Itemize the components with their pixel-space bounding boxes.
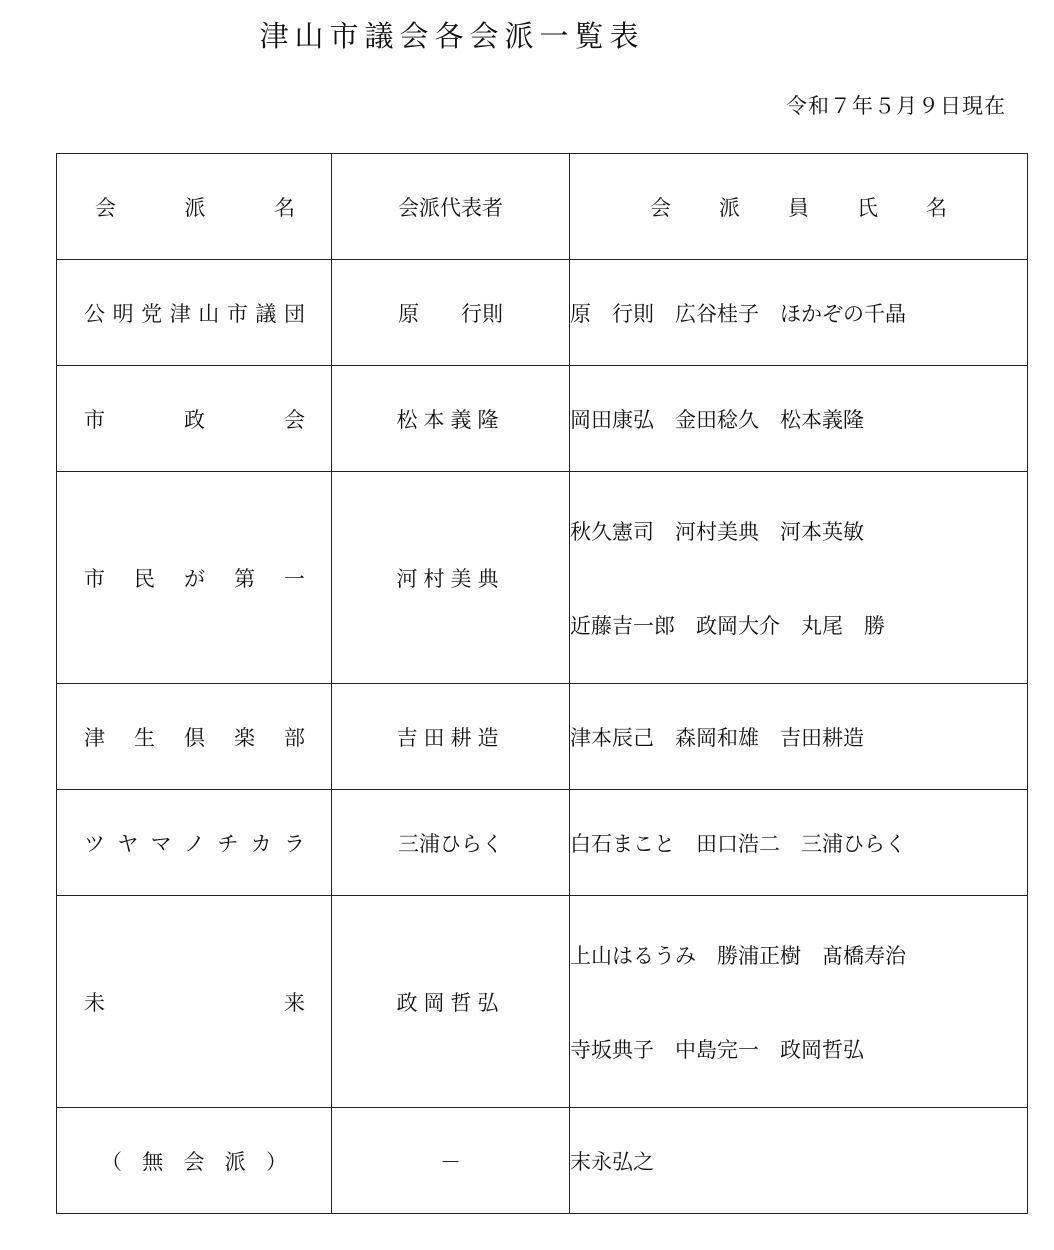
header-member-names: 会 派 員 氏 名	[570, 154, 1028, 260]
table-row	[57, 366, 1028, 472]
faction-name: 市 政 会	[57, 366, 332, 472]
faction-members: 原 行則 広谷桂子 ほかぞの千晶	[570, 260, 1028, 366]
faction-members: 上山はるうみ 勝浦正樹 髙橋寿治 寺坂典子 中島完一 政岡哲弘	[570, 896, 1028, 1108]
header-faction-name: 会 派 名	[57, 154, 332, 260]
faction-representative: 原 行則	[332, 260, 570, 366]
table-row	[57, 790, 1028, 896]
faction-name: 津 生 倶 楽 部	[57, 684, 332, 790]
table-row	[57, 896, 1028, 1108]
faction-name: 市 民 が 第 一	[57, 472, 332, 684]
header-representative: 会派代表者	[332, 154, 570, 260]
faction-name: （ 無 会 派 ）	[57, 1108, 332, 1214]
table-row	[57, 684, 1028, 790]
faction-name: ツ ヤ マ ノ チ カ ラ	[57, 790, 332, 896]
table-row	[57, 1108, 1028, 1214]
faction-table	[56, 153, 1028, 1214]
document-title: 津山市議会各会派一覧表	[259, 19, 645, 53]
faction-representative: 三浦ひらく	[332, 790, 570, 896]
faction-representative: 河村美典	[332, 472, 570, 684]
table-row	[57, 260, 1028, 366]
faction-name: 未 来	[57, 896, 332, 1108]
faction-representative: 吉田耕造	[332, 684, 570, 790]
faction-representative: 政岡哲弘	[332, 896, 570, 1108]
faction-representative: 松本義隆	[332, 366, 570, 472]
faction-members: 秋久憲司 河村美典 河本英敏 近藤吉一郎 政岡大介 丸尾 勝	[570, 472, 1028, 684]
faction-representative: －	[332, 1108, 570, 1214]
table-header-row	[57, 154, 1028, 260]
table-row	[57, 472, 1028, 684]
as-of-date: 令和７年５月９日現在	[786, 94, 1006, 118]
faction-members: 白石まこと 田口浩二 三浦ひらく	[570, 790, 1028, 896]
faction-members: 末永弘之	[570, 1108, 1028, 1214]
faction-name: 公 明 党 津 山 市 議 団	[57, 260, 332, 366]
faction-members: 岡田康弘 金田稔久 松本義隆	[570, 366, 1028, 472]
faction-members: 津本辰己 森岡和雄 吉田耕造	[570, 684, 1028, 790]
